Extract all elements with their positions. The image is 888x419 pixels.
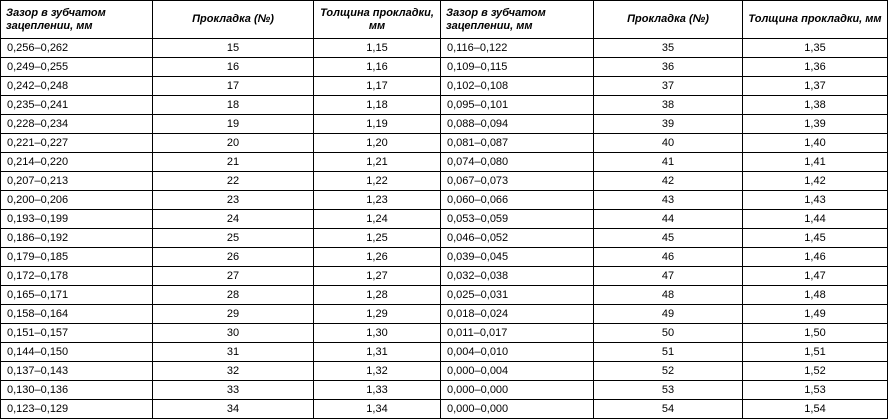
shim-number-cell-2: 51 (594, 343, 743, 362)
gear-clearance-cell: 0,137–0,143 (1, 362, 153, 381)
shim-number-cell: 29 (153, 305, 314, 324)
table-row (1, 343, 888, 362)
shim-number-cell-2: 43 (594, 191, 743, 210)
shim-number-cell-2: 44 (594, 210, 743, 229)
gear-clearance-cell-2: 0,095–0,101 (441, 96, 594, 115)
table-row (1, 362, 888, 381)
gear-clearance-cell-2: 0,000–0,000 (441, 400, 594, 419)
shim-number-cell: 21 (153, 153, 314, 172)
shim-number-cell-2: 52 (594, 362, 743, 381)
shim-number-cell-2: 48 (594, 286, 743, 305)
shim-thickness-cell: 1,20 (314, 134, 441, 153)
gear-clearance-cell-2: 0,025–0,031 (441, 286, 594, 305)
table-row (1, 305, 888, 324)
table-row (1, 191, 888, 210)
table-row (1, 172, 888, 191)
shim-thickness-cell: 1,19 (314, 115, 441, 134)
shim-thickness-cell-2: 1,36 (743, 58, 888, 77)
table-row (1, 286, 888, 305)
shim-thickness-cell: 1,18 (314, 96, 441, 115)
gear-clearance-cell-2: 0,053–0,059 (441, 210, 594, 229)
gear-clearance-cell: 0,249–0,255 (1, 58, 153, 77)
shim-thickness-cell-2: 1,47 (743, 267, 888, 286)
shim-thickness-cell-2: 1,45 (743, 229, 888, 248)
gear-clearance-cell-2: 0,039–0,045 (441, 248, 594, 267)
shim-number-cell: 17 (153, 77, 314, 96)
table-row (1, 153, 888, 172)
shim-thickness-cell-2: 1,49 (743, 305, 888, 324)
shim-thickness-cell: 1,17 (314, 77, 441, 96)
shim-number-cell: 26 (153, 248, 314, 267)
header-shim-thickness-2: Толщина прокладки, мм (743, 1, 888, 39)
shim-thickness-cell-2: 1,38 (743, 96, 888, 115)
shim-thickness-cell-2: 1,41 (743, 153, 888, 172)
shim-number-cell: 24 (153, 210, 314, 229)
shim-thickness-cell: 1,28 (314, 286, 441, 305)
shim-thickness-cell: 1,24 (314, 210, 441, 229)
shim-number-cell-2: 42 (594, 172, 743, 191)
shim-thickness-cell: 1,23 (314, 191, 441, 210)
shim-thickness-cell-2: 1,35 (743, 39, 888, 58)
shim-number-cell-2: 46 (594, 248, 743, 267)
gear-clearance-cell: 0,151–0,157 (1, 324, 153, 343)
shim-thickness-cell-2: 1,53 (743, 381, 888, 400)
table-row (1, 210, 888, 229)
shim-thickness-cell: 1,30 (314, 324, 441, 343)
gear-clearance-cell-2: 0,109–0,115 (441, 58, 594, 77)
shim-number-cell: 34 (153, 400, 314, 419)
shim-number-cell: 23 (153, 191, 314, 210)
shim-number-cell-2: 47 (594, 267, 743, 286)
gear-clearance-cell: 0,200–0,206 (1, 191, 153, 210)
shim-thickness-cell: 1,25 (314, 229, 441, 248)
shim-thickness-cell-2: 1,54 (743, 400, 888, 419)
gear-clearance-cell: 0,130–0,136 (1, 381, 153, 400)
shim-number-cell: 27 (153, 267, 314, 286)
gear-clearance-cell-2: 0,000–0,004 (441, 362, 594, 381)
table-row (1, 248, 888, 267)
header-shim-thickness: Толщина прокладки, мм (314, 1, 441, 39)
shim-thickness-cell-2: 1,39 (743, 115, 888, 134)
shim-number-cell-2: 40 (594, 134, 743, 153)
shim-number-cell-2: 54 (594, 400, 743, 419)
shim-thickness-cell-2: 1,43 (743, 191, 888, 210)
gear-clearance-cell-2: 0,011–0,017 (441, 324, 594, 343)
gear-clearance-cell: 0,186–0,192 (1, 229, 153, 248)
shim-thickness-cell: 1,15 (314, 39, 441, 58)
table-row (1, 229, 888, 248)
gear-clearance-cell-2: 0,004–0,010 (441, 343, 594, 362)
gear-clearance-cell-2: 0,032–0,038 (441, 267, 594, 286)
shim-thickness-cell-2: 1,37 (743, 77, 888, 96)
shim-thickness-cell: 1,33 (314, 381, 441, 400)
gear-clearance-cell-2: 0,060–0,066 (441, 191, 594, 210)
shim-number-cell: 15 (153, 39, 314, 58)
shim-thickness-cell: 1,31 (314, 343, 441, 362)
gear-clearance-cell: 0,193–0,199 (1, 210, 153, 229)
shim-thickness-cell-2: 1,44 (743, 210, 888, 229)
gear-clearance-cell: 0,172–0,178 (1, 267, 153, 286)
shim-thickness-cell-2: 1,50 (743, 324, 888, 343)
shim-number-cell-2: 39 (594, 115, 743, 134)
shim-number-cell-2: 45 (594, 229, 743, 248)
gear-clearance-cell: 0,235–0,241 (1, 96, 153, 115)
shim-number-cell: 20 (153, 134, 314, 153)
shim-number-cell-2: 49 (594, 305, 743, 324)
table-row (1, 134, 888, 153)
shim-thickness-cell: 1,26 (314, 248, 441, 267)
shim-thickness-cell: 1,34 (314, 400, 441, 419)
shim-number-cell: 33 (153, 381, 314, 400)
gear-clearance-cell: 0,207–0,213 (1, 172, 153, 191)
table-body (1, 39, 888, 419)
gear-clearance-cell: 0,214–0,220 (1, 153, 153, 172)
shim-number-cell: 16 (153, 58, 314, 77)
gear-clearance-cell-2: 0,102–0,108 (441, 77, 594, 96)
gear-clearance-cell-2: 0,116–0,122 (441, 39, 594, 58)
gear-clearance-cell: 0,123–0,129 (1, 400, 153, 419)
shim-thickness-cell-2: 1,51 (743, 343, 888, 362)
gear-clearance-cell: 0,221–0,227 (1, 134, 153, 153)
shim-number-cell: 32 (153, 362, 314, 381)
shim-number-cell-2: 41 (594, 153, 743, 172)
shim-thickness-cell-2: 1,40 (743, 134, 888, 153)
gear-clearance-cell-2: 0,046–0,052 (441, 229, 594, 248)
shim-number-cell: 28 (153, 286, 314, 305)
gear-clearance-cell: 0,242–0,248 (1, 77, 153, 96)
shim-thickness-cell-2: 1,42 (743, 172, 888, 191)
shim-thickness-cell: 1,27 (314, 267, 441, 286)
shim-number-cell-2: 37 (594, 77, 743, 96)
shim-thickness-cell-2: 1,52 (743, 362, 888, 381)
table-row (1, 381, 888, 400)
table-row (1, 267, 888, 286)
gear-clearance-cell-2: 0,081–0,087 (441, 134, 594, 153)
shim-thickness-cell: 1,29 (314, 305, 441, 324)
table-row (1, 77, 888, 96)
header-gear-clearance: Зазор в зубчатом зацеплении, мм (1, 1, 153, 39)
shim-thickness-cell: 1,21 (314, 153, 441, 172)
shim-thickness-cell-2: 1,48 (743, 286, 888, 305)
table-row (1, 58, 888, 77)
table-row (1, 96, 888, 115)
gear-clearance-cell-2: 0,088–0,094 (441, 115, 594, 134)
shim-number-cell-2: 53 (594, 381, 743, 400)
header-gear-clearance-2: Зазор в зубчатом зацеплении, мм (441, 1, 594, 39)
shim-thickness-cell: 1,16 (314, 58, 441, 77)
shim-number-cell-2: 36 (594, 58, 743, 77)
table-row (1, 324, 888, 343)
shim-number-cell: 18 (153, 96, 314, 115)
shim-number-cell-2: 50 (594, 324, 743, 343)
shim-thickness-cell-2: 1,46 (743, 248, 888, 267)
gear-clearance-cell: 0,158–0,164 (1, 305, 153, 324)
shim-number-cell-2: 38 (594, 96, 743, 115)
gear-clearance-cell: 0,179–0,185 (1, 248, 153, 267)
gear-clearance-cell-2: 0,074–0,080 (441, 153, 594, 172)
shim-thickness-cell: 1,22 (314, 172, 441, 191)
gear-clearance-cell: 0,256–0,262 (1, 39, 153, 58)
table-row (1, 39, 888, 58)
table-row (1, 115, 888, 134)
shim-number-cell-2: 35 (594, 39, 743, 58)
shim-number-cell: 19 (153, 115, 314, 134)
shim-number-cell: 25 (153, 229, 314, 248)
shim-number-cell: 31 (153, 343, 314, 362)
gear-clearance-cell-2: 0,000–0,000 (441, 381, 594, 400)
gear-clearance-cell-2: 0,018–0,024 (441, 305, 594, 324)
header-shim-number-2: Прокладка (№) (594, 1, 743, 39)
shim-thickness-cell: 1,32 (314, 362, 441, 381)
header-row (1, 1, 888, 39)
shim-number-cell: 30 (153, 324, 314, 343)
gear-clearance-cell-2: 0,067–0,073 (441, 172, 594, 191)
shim-number-cell: 22 (153, 172, 314, 191)
header-shim-number: Прокладка (№) (153, 1, 314, 39)
gear-clearance-cell: 0,228–0,234 (1, 115, 153, 134)
gear-clearance-cell: 0,165–0,171 (1, 286, 153, 305)
gear-clearance-cell: 0,144–0,150 (1, 343, 153, 362)
